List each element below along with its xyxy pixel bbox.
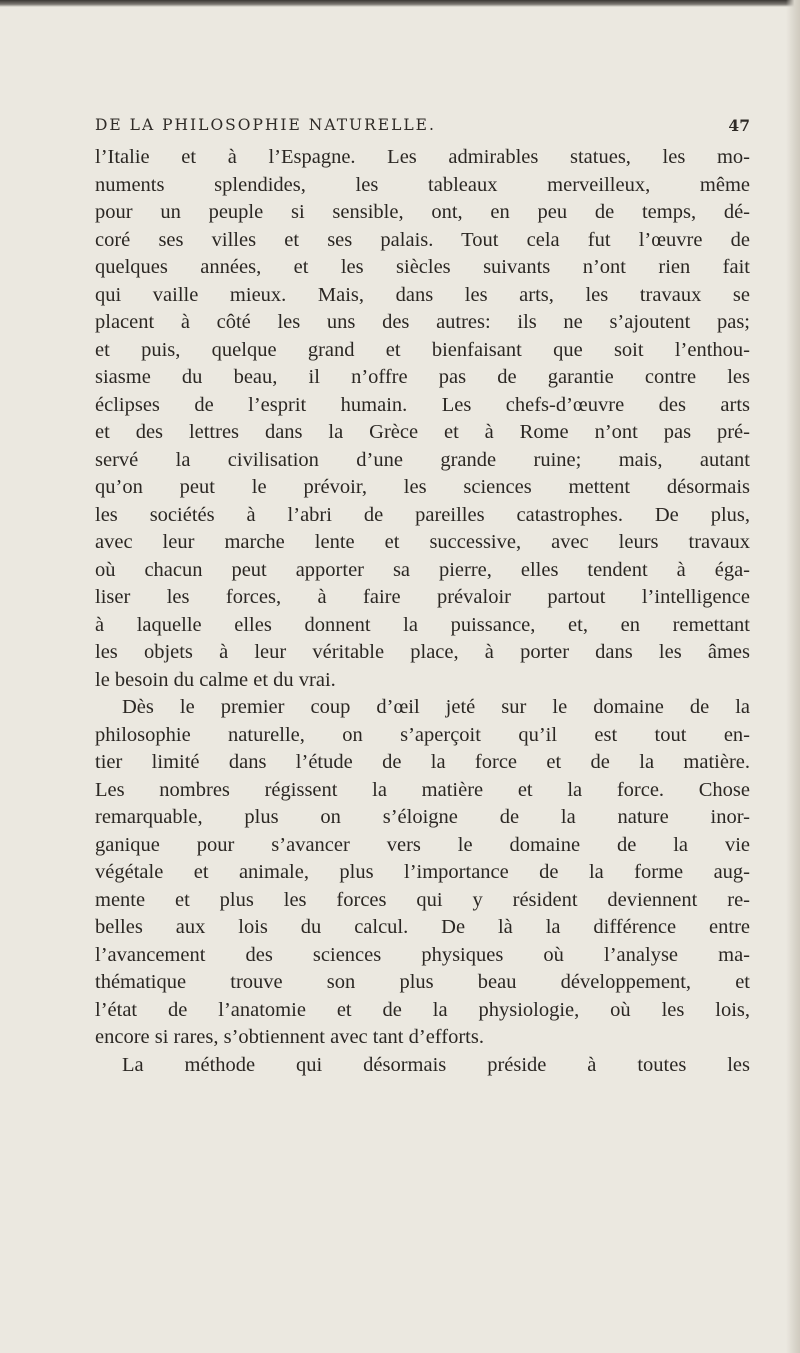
text-line: et des lettres dans la Grèce et à Rome n’ont pas pré-	[95, 421, 750, 443]
text-line: thématique trouve son plus beau développement, et	[95, 971, 750, 993]
text-line: l’Italie et à l’Espagne. Les admirables statues, les mo-	[95, 146, 750, 168]
text-line: siasme du beau, il n’offre pas de garantie contre les	[95, 366, 750, 388]
page-header	[95, 116, 750, 138]
text-line: éclipses de l’esprit humain. Les chefs-d’œuvre des arts	[95, 393, 750, 416]
text-line: l’état de l’anatomie et de la physiologie, où les lois,	[95, 998, 750, 1021]
text-line: les objets à leur véritable place, à porter dans les âmes	[95, 641, 750, 663]
text-line: à laquelle elles donnent la puissance, et, en remettant	[95, 613, 750, 636]
page-top-edge	[0, 0, 800, 7]
text-line: liser les forces, à faire prévaloir partout l’intelligence	[95, 586, 750, 608]
text-line: placent à côté les uns des autres: ils ne s’ajoutent pas;	[95, 311, 750, 333]
text-line: mente et plus les forces qui y résident deviennent re-	[95, 888, 750, 911]
text-line: Les nombres régissent la matière et la force. Chose	[95, 778, 750, 801]
text-line: où chacun peut apporter sa pierre, elles tendent à éga-	[95, 558, 750, 581]
text-line: végétale et animale, plus l’importance de la forme aug-	[95, 861, 750, 883]
paragraph-start-line: Dès le premier coup d’œil jeté sur le domaine de la	[122, 696, 750, 718]
text-line: remarquable, plus on s’éloigne de la nature inor-	[95, 806, 750, 828]
text-line: quelques années, et les siècles suivants n’ont rien fait	[95, 256, 750, 278]
page-spine-shadow	[786, 0, 800, 1353]
text-line: ganique pour s’avancer vers le domaine de la vie	[95, 833, 750, 856]
text-line: philosophie naturelle, on s’aperçoit qu’il est tout en-	[95, 723, 750, 746]
text-line: servé la civilisation d’une grande ruine; mais, autant	[95, 448, 750, 471]
text-line: pour un peuple si sensible, ont, en peu de temps, dé-	[95, 201, 750, 223]
text-line: et puis, quelque grand et bienfaisant que soit l’enthou-	[95, 338, 750, 361]
text-line: les sociétés à l’abri de pareilles catastrophes. De plus,	[95, 503, 750, 526]
paragraph-end-line: le besoin du calme et du vrai.	[95, 668, 336, 691]
text-line: belles aux lois du calcul. De là la différence entre	[95, 916, 750, 938]
paragraph-end-line: encore si rares, s’obtiennent avec tant d’efforts.	[95, 1026, 484, 1048]
page-number: 47	[728, 116, 750, 135]
text-line: avec leur marche lente et successive, avec leurs travaux	[95, 531, 750, 553]
text-line: qui vaille mieux. Mais, dans les arts, les travaux se	[95, 283, 750, 306]
text-line: tier limité dans l’étude de la force et de la matière.	[95, 751, 750, 773]
text-line: numents splendides, les tableaux merveilleux, même	[95, 173, 750, 196]
text-line: qu’on peut le prévoir, les sciences mettent désormais	[95, 476, 750, 498]
body-text	[95, 144, 750, 1079]
text-line: l’avancement des sciences physiques où l’analyse ma-	[95, 943, 750, 966]
running-title: DE LA PHILOSOPHIE NATURELLE.	[95, 116, 436, 134]
text-line: coré ses villes et ses palais. Tout cela fut l’œuvre de	[95, 228, 750, 251]
paragraph-start-line: La méthode qui désormais préside à toutes les	[122, 1053, 750, 1076]
